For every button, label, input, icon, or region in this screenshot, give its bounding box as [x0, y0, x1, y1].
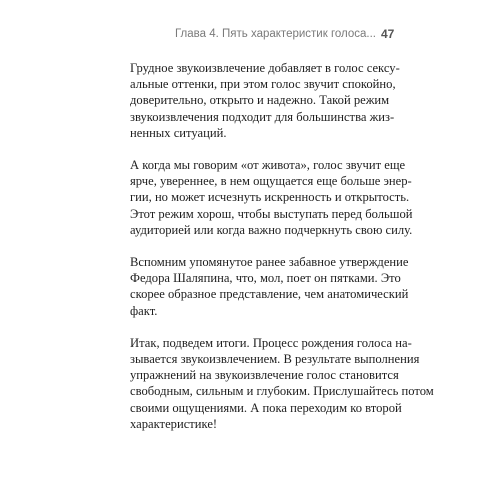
text-line: ярче, увереннее, в нем ощущается еще больше энер-: [130, 174, 412, 189]
text-line: доверительно, открыто и надежно. Такой режим: [130, 93, 390, 108]
text-line: Грудное звукоизвлечение добавляет в голос сексу-: [130, 61, 400, 75]
text-line: Вспомним упомянутое ранее забавное утверждение: [130, 255, 409, 270]
text-line: упражнений на звукоизвлечение голос становится: [130, 368, 399, 383]
text-line: аудиторией или когда важно подчеркнуть свою силу.: [130, 222, 413, 237]
text-line: зывается звукоизвлечением. В результате выполнения: [130, 352, 420, 367]
text-line: А когда мы говорим «от живота», голос звучит еще: [130, 158, 406, 173]
text-line: скорее образное представление, чем анатомический: [130, 287, 409, 302]
paragraph-2: [130, 157, 413, 238]
text-line: Итак, подведем итоги. Процесс рождения голоса на-: [130, 335, 412, 350]
page-number: 47: [381, 27, 395, 41]
text-line: своими ощущениями. А пока переходим ко второй: [130, 400, 402, 415]
paragraph-1: [130, 60, 400, 141]
running-head-title: Глава 4. Пять характеристик голоса...: [174, 28, 376, 40]
text-line: ненных ситуаций.: [130, 125, 227, 140]
text-line: звукоизвлечения подходит для большинства жиз-: [130, 109, 395, 124]
text-line: Федора Шаляпина, что, мол, поет он пятками. Это: [130, 271, 401, 286]
text-line: свободным, сильным и глубоким. Прислушайтесь потом: [130, 384, 434, 399]
text-line: Этот режим хорош, чтобы выступать перед большой: [130, 206, 413, 221]
body-text: [130, 60, 434, 448]
paragraph-3: [130, 254, 409, 319]
text-line: факт.: [130, 303, 158, 318]
text-line: характеристике!: [130, 416, 218, 431]
text-line: альные оттенки, при этом голос звучит спокойно,: [130, 77, 396, 92]
text-line: гии, но может исчезнуть искренность и открытость.: [130, 190, 410, 205]
paragraph-4: [130, 335, 434, 432]
